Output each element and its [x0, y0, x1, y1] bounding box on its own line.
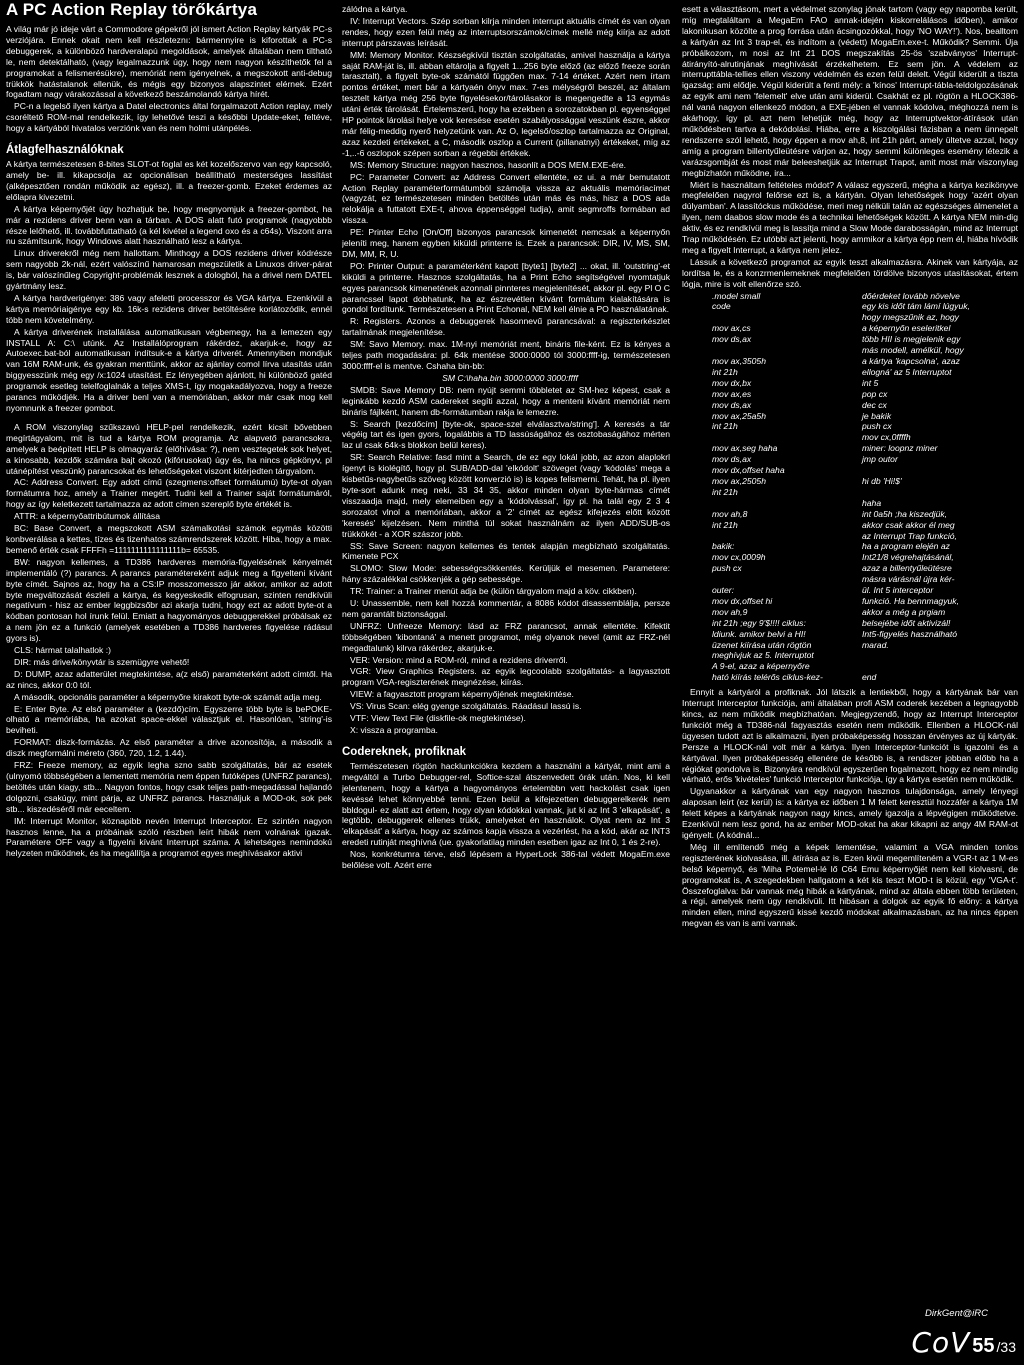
paragraph: ATTR: a képernyőattribútumok állítása — [14, 511, 160, 522]
code-instruction — [682, 498, 862, 509]
code-row — [682, 640, 1018, 651]
code-comment: pop cx — [862, 388, 888, 399]
code-row — [682, 312, 1018, 323]
code-row — [682, 301, 1018, 312]
code-row — [682, 291, 1018, 302]
code-comment: hogy megszűnik az, hogy — [862, 312, 959, 323]
code-row — [682, 563, 1018, 574]
code-comment: dec cx — [862, 399, 887, 410]
code-example: SM C:\haha.bin 3000:0000 3000:ffff — [442, 372, 578, 383]
code-comment: je bakik — [862, 410, 892, 421]
code-instruction: mov ax,25a5h — [712, 410, 766, 421]
paragraph: Miért is használtam feltételes módot? A válasz egyszerű, mégha a kártya kezikönyve megfelelően nagyrol felőrse ezt is, a kártyán. Olyan lehetőségek hogy 'azért olyan dúlyamban'. A lassítóckus működése, meri meg nélküli talán az egészséges álmenelet a ilyen, nem daabos slow mode és a technikai lehetőségek között. A kártya NEM min-dig aktiv, és ez rendkívül meg is lassítja mind a Slow Mode darabosságán, mind az Interrupt Trap működésén. Ez utóbbi azt jelenti, hogy ammikor a kártya épp nem él, hiába hívódik meg a figyelt Interrupt, a kártya nem jelez. — [682, 179, 1018, 255]
paragraph: VER: Version: mind a ROM-ról, mind a rezidens driverről. — [350, 654, 568, 665]
code-row — [682, 443, 1018, 454]
column-2 — [342, 4, 670, 1314]
code-comment: int 0a5h ;ha kiszedjük, — [862, 508, 948, 519]
code-row — [682, 323, 1018, 334]
paragraph: VS: Virus Scan: elég gyenge szolgáltatás. Ráadásul lassú is. — [350, 701, 582, 712]
paragraph: A kártya driverének installálása automatikusan végbemegy, ha a lemezen egy INSTALL A: C:\ utúnk. Az Installálóprogram rákérdez, akarjuk-e, hogy az Autoexec.bat-ból automatikusan indítsuk-e a kártya driverét. Amennyiben mondjuk van 16M RAM-unk, és gyakran menttünk, akkor az ajánlay comol lírva utasítás után biggyesszünk még egy /x:1024 utasítást. Ez lényegében ajánlott, hi különböző gatéd programok esetleg telelfoglalnák a teljes XMS-t, így mogakadályozva, hogy a freeze parancs működjék. Ha a driver benl van a memóriában, akkor már csak mog kell nyomnunk a freezer gombot. — [6, 326, 332, 413]
code-comment: Int21/8 végrehajtásánál, — [862, 552, 954, 563]
code-comment: azaz a billentyűleütésre — [862, 563, 952, 574]
code-comment: funkció. Ha bennmagyuk, — [862, 595, 959, 606]
paragraph: SR: Search Relative: fasd mint a Search, de ez egy lokál jobb, az azon alaplokrl ígenyt is kiolégítő, hogy pl. SUB/ADD-dal 'elkódolt' szöveget (vagy 'kódolás' mega a kisbetűs-nagybetűs szöveg között konverzió is) is kopes felismerni. Tehát, ha pl. ilyen byte-sort adunk meg neki, 33 34 35, akkor minden olyan byte-hármas címét visszaadja majd, mely elemeiben egy a 'kódolvással', így pl. ha talál egy 2 3 4 sorozatot vlnol a memóriában, akkor a '2' címét az egész kifejezés előtt között 'keresés' kijelzésen. Nem minthá túl sokat használnám az ilyen ADD/SUB-os trükkökét - a XOR szászor jobb. — [342, 452, 670, 539]
code-comment — [862, 465, 1018, 476]
paragraph: IM: Interrupt Monitor, köznapibb nevén Interrupt Interceptor. Ez szintén nagyon hasznos lenne, ha a próbáinak szóló részben leírt hibák nem volnának igazak. Paramétere OFF vagy a figyelni kívánt Interrupt száma. A lehetséges nemindokú helyzeten működnek, és ha megállítja a programot egyes meghívásakor aktivi — [6, 815, 332, 859]
code-comment: több HII is megjelenik egy — [862, 334, 961, 345]
code-row — [682, 552, 1018, 563]
code-row — [682, 596, 1018, 607]
code-instruction: mov dx,bx — [712, 377, 752, 388]
paragraph: zálódna a kártya. — [342, 4, 408, 14]
paragraph: DIR: más drive/könyvtár is szemügyre vehető! — [14, 656, 190, 667]
code-instruction: mov ah,9 — [712, 606, 748, 617]
paragraph: SM: Savo Memory. max. 1M-nyi memóriát ment, bináris file-ként. Ez is kényes a teljes path mogadására: pl. 64k mentése 3000:0000 tól 3000:ffff-ig, természetesen 3000:ffff-el is mentve. Cshaha bin-bb: — [342, 339, 670, 371]
code-comment: a képernyőn eseleritkel — [862, 323, 951, 334]
code-comment: más modell, amélkül, hogy — [862, 345, 964, 356]
code-comment: akkor csak akkor él meg — [862, 519, 955, 530]
code-instruction: mov ax,es — [712, 388, 752, 399]
code-instruction: int 21h — [712, 486, 738, 497]
code-row — [682, 531, 1018, 542]
paragraph: A kártya képernyőjét úgy hozhatjuk be, hogy megnyomjuk a freezer-gombot, ha már a rezidens driver benn van a tárban. A DOS alatt futó programok (nagyobbb része lelőhető, ill. továbbfuttatható (a kél kivétel a legend oxo és a c64s). Viszont arra nu számítsunk, hogy Windows alatt használható lesz a kártya. — [6, 203, 332, 247]
code-instruction: push cx — [712, 563, 742, 574]
code-instruction: int 21h — [712, 421, 738, 432]
paragraph: BW: nagyon kellemes, a TD386 hardveres memória-figyelésének kényelmét implementáló (?) parancs. A parancs paramétereként adjuk meg a figyelteni kívánt byte címét. Sajnos az, hogy ha a CS:IP mosszomesszo jár akkor, amikor az adott byte megváltozását észleli a kártya, és kegyeskedik elfogrusan, szinten rendkívüli negatívum - hisz az ember leggbizsőbr azi akarja tudni, hogy ezt az adott byte-ot a kódban pontosan hol írunk felül. Emiatt a hagyományos debuggerekkel próbálsak ez a nem jön ez a funkció (amelyek esetében a TD386 hardveres figyelése rádásul gyors is). — [6, 556, 332, 644]
paragraph: FRZ: Freeze memory, az egyik legha szno sabb szolgáltatás, bár az esetek (ulnyomó többségében a lementett memória nem éppen futóképes (UNFRZ parancs), betöltés után kiagy, stb... Nagyon fontos, hogy csak teljes path-megadással hajlandó dolgozni, csakúgy, mint párja, az UNFRZ parancs. Használjuk a MOD-ok, sok pek stb... kiszedéséről már eeceltem. — [6, 760, 332, 814]
code-row — [682, 400, 1018, 411]
code-comment: belsejébe időt aktivizál! — [862, 617, 951, 628]
code-instruction: mov ax,3505h — [712, 356, 766, 366]
code-comment: egy kis időt tám lámí lúgyuk, — [862, 301, 970, 312]
code-row — [682, 334, 1018, 345]
code-instruction: mov ds,ax — [712, 399, 752, 410]
code-row — [682, 345, 1018, 356]
code-comment: int 5 — [862, 377, 879, 388]
code-comment: másra várásnál újra kér- — [862, 574, 955, 585]
magazine-logo: CoV — [911, 1326, 971, 1359]
code-comment: miner: loopnz miner — [862, 443, 938, 454]
code-instruction: int 21h ;egy 9'$!!!! ciklus: — [712, 617, 806, 628]
code-row — [682, 432, 1018, 443]
code-instruction — [682, 345, 862, 356]
code-instruction: .model small — [712, 290, 761, 301]
code-instruction: int 21h — [712, 366, 738, 377]
paragraph: Természetesen rögtön hacklunkciókra kezdem a használni a kártyát, mint ami a megváltól a Turbo Debugger-rel, Softice-szal átszenvedett órák után. Nos, ki kell jelentenem, hogy a kártya a hagyományos értelembbn vett hackolást csak igen kevéssé lehet könnyebbé tenni. Ezen belül a kifejezetten debuggerelkerék nem bbldogul- ez alatt azt értem, hogy olyan kódokkal vannak, jut ki az Int 3 'elkapását', a legtöbb, debuggerek ellenes trükk, amelyeket én használok. Olyat nem az Int 3 'elkapását' a kártya, hogy az számos kapja vissza a vezérlést, ha a kód, akár az INT3 eredeti rutinját meghívná (ue. gyakorlatilag minden esetben igaz az Int 0, 1 és 2-re). — [342, 760, 670, 848]
article-title: A PC Action Replay törőkártya — [6, 0, 258, 19]
paragraph: Lássuk a következő programot az egyik teszt alkalmazásra. Akinek van kártyája, az lordítsa le, és a konzrmenlemeknek megfelelően tördölve bizonyos utasításokat, értem lógja, mire is volt ellenőrze szó. — [682, 256, 1018, 289]
paragraph: S: Search [kezdőcím] [byte-ok, space-szel elválasztva/string']. A keresés a tár végéig tart és igen gyors, logalábbis a TD lassúságához és osztobaságához mérten laz ul csak 64k-s blokkon belül keres). — [342, 418, 670, 451]
code-instruction — [682, 531, 862, 542]
code-instruction — [682, 312, 862, 323]
code-comment — [862, 487, 1018, 498]
paragraph: U: Unassemble, nem kell hozzá kommentár, a 8086 kódot disassemblálja, persze nem garantált biztonsággal. — [342, 598, 670, 619]
paragraph: PC: Parameter Convert: az Address Convert ellentéte, ez ui. a már bemutatott Action Replay paraméterformátumból számolja vissza az aktuális memóriacímet (vagyzát, ez természetesen minden betöltés után más és más, hisz a DOS ada relokálja a futtatott EXE-t, ahova éppenséggel tudja), amit segmroffs formában ad vissza. — [342, 171, 670, 226]
code-row — [682, 520, 1018, 531]
code-instruction — [682, 432, 862, 443]
paragraph: AC: Address Convert. Egy adott című (szegmens:offset formátumú) byte-ot olyan formátumra hoz, amely a Trainer megért. Tudni kell a Trainer saját formátumáról, hogy az így keletkezett tartalmazza az adott címen szereplő byte értékét is. — [6, 477, 332, 510]
code-instruction: A 9-el, azaz a képernyőre — [712, 661, 810, 672]
code-instruction: üzenet kiírása után rögtön — [712, 639, 812, 650]
code-comment: marad. — [862, 639, 889, 650]
page-footer — [911, 1326, 1016, 1359]
code-instruction — [682, 574, 862, 585]
paragraph: MM: Memory Monitor. Készségkívül tisztán szolgáltatás, amivel használja a kártya saját RAM-ját is, ill. abban eltárolja a figyelt 1...256 byte előző (az előző freeze során tarasztalt), a figyelt byte-ok számától függően max. 7-14 értéket. Azért nem írtam pontos értéket, mert bár a kártyaén ónyv max. 7-es mélységről beszél, az általam tesztelt kártya még 256 byte figyelésekor/tárolásakor is megengedte a 13 egymás utáni érték tárolását. Értelemszerű, hogy ha ezekben a sorozatokban pl. egyenséggel HP pointok lárolási helye vok keresése esetén szabályossággal veszünk észre, akkor már félig-meddig nyerő helyzetünk van. Az O, legelső/oszlop tartalmazza az Original, azaz kezdeti értékeket, a C, második oszlop a Current (pillanatnyi) értékeket, míg az -1,..-6 oszlopok szépen sorban a régebbi értékek. — [342, 49, 670, 158]
code-row — [682, 356, 1018, 367]
paragraph: SMDB: Save Memory DB: nem nyújt semmi többletet az SM-hez képest, csak a leginkább kezdő ASM cadereket segíti azzal, hogy a menteni kívánt memóriát nem bináris fájlként, hanem db-formátumban rakja le lemezre. — [342, 384, 670, 417]
code-instruction: int 21h — [712, 519, 738, 530]
code-row — [682, 509, 1018, 520]
code-comment: akkor a még a prgiam — [862, 606, 946, 617]
paragraph: SS: Save Screen: nagyon kellemes és tentek alapján megbízható szolgáltatás. Kimenete PCX — [342, 540, 670, 562]
column-3 — [682, 4, 1018, 1274]
code-row — [682, 498, 1018, 509]
code-instruction: bakik: — [712, 541, 735, 552]
paragraph: A kártya hardverigénye: 386 vagy afeletti processzor és VGA kártya. Ezenkívül a kártya memóriaigénye egy kb. 16k-s rezidens driver betöltésére korlátozódik, ennél több nem követelmény. — [6, 292, 332, 325]
code-instruction: ható kiírás telérős ciklus-kez- — [712, 672, 823, 683]
author-signature: DirkGent@iRC — [925, 1308, 988, 1319]
code-instruction: code — [712, 301, 731, 312]
code-comment: jmp outor — [862, 454, 898, 465]
paragraph: UNFRZ: Unfreeze Memory: lásd az FRZ parancsot, annak ellentéte. Kifektit többségében 'kibontaná' a menett programot, még olyanok nevel (amit az FRZ-nél megadtalunk) kilrva rákérdez, akarjuk-e. — [342, 620, 670, 653]
code-instruction: mov ax,cs — [712, 323, 751, 334]
code-comment: ül. Int 5 interceptor — [862, 585, 934, 596]
code-row — [682, 574, 1018, 585]
paragraph: SLOMO: Slow Mode: sebességcsökkentés. Kerüljük el mesemen. Parametere: hány százalékkal csökkenjék a gép sebessége. — [342, 563, 670, 585]
code-instruction: mov cx,0009h — [712, 552, 766, 563]
code-row — [682, 585, 1018, 596]
page-number: 55 — [972, 1335, 995, 1357]
paragraph: IV: Interrupt Vectors. Szép sorban kilrja minden interrupt aktuális címét és van olyan rendes, hogy ezen felül még az interruptsorszámok/címek mellé még kiírja az adott interrupt párszavas leírását. — [342, 15, 670, 48]
paragraph: VIEW: a fagyasztott program képernyőjének megtekintése. — [350, 689, 574, 700]
paragraph: MS: Memory Structure: nagyon hasznos, hasonlít a DOS MEM.EXE-ére. — [350, 159, 627, 170]
code-row — [682, 629, 1018, 640]
paragraph: D: DUMP, azaz adatterület megtekintése, a(z első) paraméterként adott címtől. Ha az nincs, akkor 0:0 tól. — [6, 668, 332, 690]
paragraph: PO: Printer Output: a paraméterként kapott [byte1] [byte2] ... okat, ill. 'outstring'-et kiküldi a printerre. Hasznos szolgáltatás, ha a Print Echo segítségével nyomtatjuk egyes parancsok kimenetének azonnali pinnteres megjelenítését, akkor pl. egy Pl O C parancssel lapot dobhatunk, ha az észrevétlen kívánt formátum kialakítására is gondol fordítunk. Természetesen a Print Echonal, NEM kell élnie a PO használatának. — [342, 260, 670, 315]
code-comment: Int5-figyelés használható — [862, 628, 958, 639]
code-row — [682, 650, 1018, 661]
paragraph: VTF: View Text File (diskfile-ok megtekintése). — [350, 713, 526, 724]
code-instruction: ldiunk. amikor belvi a HI! — [712, 628, 806, 639]
code-instruction: outer: — [712, 585, 734, 596]
code-comment: ha a program elején az — [862, 541, 950, 552]
code-row — [682, 672, 1018, 683]
code-row — [682, 607, 1018, 618]
paragraph: Ennyit a kártyáról a profiknak. Jól látszik a lentiekből, hogy a kártyának bár van Interrupt Interceptor funkciója, ami általában profi ASM coderek kezében a legnagyobb kincs, az nem működik megbízhatóan. Megjegyzendő, hogy az Interrupt Interceptor funkciót még a TD386-nál fagyasztás esetén nem működik. Ellenben a HLOCK-nál ügyesen tudott azt is alkalmazni, ilyen próbaképesség hosszan érvényes az új kártyák. Persze a HLOCK-nál volt már a kártya. Ilyen Interceptor-funkciót is igazolni és a kártyával. Ilyen próbaképesség ellenére de később is, a rendszer jobban előbb ha a régiókat gondolva is. Bizonyára rendkívül egyszerűen fogalmazott, hogy ez nem mindig várható, erős 'kivételes' funkció Interceptor funkciója, így a kártya esetén nem működik. — [682, 687, 1018, 785]
assembly-code-listing — [682, 291, 1018, 684]
code-comment: end — [862, 672, 877, 683]
paragraph: CLS: hármat talalhatlok :) — [14, 645, 111, 656]
paragraph: PC-n a legelső ilyen kártya a Datel electronics által forgalmazott Action replay, mely csoréltető ROM-mal rendelkezik, így lehetővé teszi a későbbi Update-eket, feltéve, hogy a kártyából hivatalos verziónk van és nem holmi utánpélés. — [6, 101, 332, 134]
code-comment: dőérdeket lovább növelve — [862, 290, 960, 301]
code-comment: az Interrupt Trap funkció, — [862, 530, 957, 541]
column-1 — [6, 24, 332, 1314]
section-heading-coders: Codereknek, profiknak — [342, 745, 466, 758]
paragraph: BC: Base Convert, a megszokott ASM számalkotási számok egymás közötti konbverálása a kettes, tízes és tizenhatos számrendszerek között. Hiba, hogy a max. bemenő érték csak FFFFh =1111111111111111b= 65535. — [6, 523, 332, 555]
code-instruction: mov dx,offset hi — [712, 595, 773, 606]
code-comment: haha — [862, 497, 882, 508]
code-row — [682, 661, 1018, 672]
code-row — [682, 421, 1018, 432]
paragraph: Linux driverekről még nem hallottam. Minthogy a DOS rezidens driver kódrésze sem nagyobb 2k-nál, ezért valószínű hamarosan megszületik a Linuxos driver-párat is, bár valószínűleg Copyright-problémák lesznek a dologból, ha a drivel nem DATEL gyártmány lesz. — [6, 248, 332, 292]
code-row — [682, 378, 1018, 389]
code-comment: mov cx,0ffffh — [862, 432, 911, 443]
code-instruction: mov ds,ax — [712, 454, 752, 465]
paragraph: esett a választásom, mert a védelmet szonylag jónak tartom (vagy egy napomba került, míg megtaláltam a MegaEm FAO annak-idején kiskorrelálásos időben), amikor lakonikusan közölte a prog forrása után ácsingozókkal, hogy 'NO WAY!'). Nos, bealltom a kártyán az Int 3 trap-el, és indítom a (védett) MogaEm.exe-t. Működik? Semmi. Úja próbálkozom, m nosi az Int 21 DOS megszakítás 25-ös 'szabványos' Interrupt-átirányító-alrutinjának meghívását érzékelhetem. Ez sem jön. A védelem az interrupttábla-tellies ellen viszony védelmén és ezen felül delelt. Végül kiderült a tiszta igazság: ami elődje. Végül kiderült a fenti mély: a 'kínos' Interrupt-tábla-teldolgozásának az egyik ami nem 'felemelt' elve után ami kiderül. Csakhát ez pl. rögtön a HLOCK386-nál vaná nagyon ellenkező módon, a EXE-jében el vannak kódolva, méghozzá nem is akárhogy, így pl. azt nem lehetjük még, hogy az Interruptvektor-átírások után működésben tartva a dekódolási. Hiába, erre a kiszolgálási fázisban a nem ünnepelt rendszerre szól lehető, hogy éppen a mov ah,8, int 21h párt, amely ültetve azzal, hogy amíg a program billentyűleütésre várjon az, hogy semmi különleges esemény létezik a varázsgombját és most már beleeshetjük az Interrupt Trapot, amit most már viszonylag megbízhatón működne, ira... — [682, 4, 1018, 178]
intro-block — [6, 24, 332, 134]
section-heading-users: Átlagfelhasználóknak — [6, 144, 124, 157]
code-row — [682, 389, 1018, 400]
code-comment — [862, 661, 1018, 672]
code-row — [682, 487, 1018, 498]
page-total: /33 — [996, 1339, 1016, 1355]
paragraph: E: Enter Byte. Az első paraméter a (kezdő)cím. Egyszerre több byte is bePOKE-olható a memóriába, ha azokat space-ekkel választjuk el. Hasonlóan, 'string'-is beviheti. — [6, 703, 332, 736]
paragraph: X: vissza a programba. — [350, 725, 438, 735]
paragraph: VGR: View Graphics Registers. az egyik legcoolabb szolgáltatás- a lagyasztott program VGA-regiszterének megnézése, kiírás. — [342, 666, 670, 688]
paragraph: A ROM viszonylag szűkszavú HELP-pel rendelkezik, ezért kicsit bővebben megírtágyalom, mit is tud a kártya ROM programja. Az alapvető parancsokra, amelyek a beépített HELP is olmagyaráz (előhívása: ?), nem vesztegetek sok helyet, a kinosabb, kezdők számára bajt okozó (kifórusokat) úgy és, ha nincs gépkönyv, pl utánépítést veszünk) parancsokat és lehetőségeket viszont kitérjedten tárgyalom. — [6, 421, 332, 476]
code-comment: push cx — [862, 421, 892, 432]
section-users-body — [6, 159, 332, 414]
paragraph: Még ill említendő még a képek lementése, valamint a VGA minden tonlos regiszterének kiolvasása, ill. átírása az is. Ezen kivül megemlíteném a VGR-t az 1 M-es belső képernyő, és 'Miha Potemel-lé lő C64 Emu képernyőjét nem kell kiolvasni, de programokat is, A szegedekben hallgatom a két kis teszt MOD-t is közül, egy 'VGA-t'. Összefoglalva: bár vannak még hibák a kártyának, mind az általa ebben több területen, a régi, amelyek nem úgy rendkívüli. Itt hibásan a dolgok az egyik fő előny: a kártya minden ellen, mind egyszerű kissé kezdő módokat alkalmazásban, az ha nincs éppen megvan és van is ami vannak. — [682, 841, 1018, 929]
code-row — [682, 541, 1018, 552]
code-row — [682, 411, 1018, 422]
code-instruction: mov ax,seg haha — [712, 443, 778, 454]
code-instruction: mov dx,offset haha — [712, 465, 785, 476]
code-instruction: mov ds,ax — [712, 334, 752, 345]
code-instruction: mov ax,2505h — [712, 475, 766, 486]
paragraph: Nos, konkrétumra térve, első lépésem a HyperLock 386-tal védett MogaEm.exe belőlése volt. Azért erre — [342, 849, 670, 871]
paragraph: FORMAT: diszk-formázás. Az első paraméter a drive azonosítója, a második a diszk megformálni méreto (360, 720, 1.2, 1.44). — [6, 737, 332, 759]
code-row — [682, 465, 1018, 476]
paragraph: A világ már jó ideje várt a Commodore gépekről jól ismert Action Replay kártyák PC-s verziójára. Ennek okait nem kell részleteznı: bármennyire is kiforottak a PC-s debuggerek, a különböző hardveralapú megoldások, amelyek általában nem tiltható le, nem detektálható, (vagy legalmazzunk úgy, hogy nem nagyon készíthetők fel a programokat a felismerésükre), memóriát nem igényelnek, a megszokott anti-debug trükkök hatástalanok ellenük, és mégis egy bizonyos alapszintet elérnek. Ezért fogadtam nagy várakozással a következő beszámolandó kártya hírét. — [6, 24, 332, 100]
code-instruction: mov ah,8 — [712, 508, 748, 519]
paragraph: A kártya természetesen 8-bites SLOT-ot foglal es két kozelőszervo van egy kapcsoló, amely be- ill. kikapcsolja az opcionálisan beállítható mesterséges lassítást (alképesztően rondán működik az egész), ill. a freezer-gomb. Ezeket érdemes az előlapra kivezetni. — [6, 159, 332, 202]
code-comment — [862, 650, 1018, 661]
code-row — [682, 454, 1018, 465]
paragraph: PE: Printer Echo [On/Off] bizonyos parancsok kimenetét nemcsak a képernyőn jeleníti meg, hanem egyben kiküldi printerre is. Ezek a parancsok: DIR, IV, MS, SM, DM, MM, R, U. — [342, 227, 670, 259]
paragraph: TR: Trainer: a Trainer menüt adja be (külön tárgyalom majd a köv. cikkben). — [350, 586, 637, 597]
code-comment: a kártya 'kapcsolna', azaz — [862, 356, 960, 366]
paragraph: R: Registers. Azonos a debuggerek hasonnevű parancsával: a regiszterkészlet tartalmának megjelenítése. — [342, 316, 670, 338]
paragraph: A második, opcionális paraméter a képernyőre kirakott byte-ok számát adja meg. — [14, 691, 322, 702]
code-row — [682, 367, 1018, 378]
code-row — [682, 476, 1018, 487]
code-row — [682, 618, 1018, 629]
code-instruction: meghívjuk az 5. Interruptot — [712, 650, 814, 661]
code-comment: ellogná' az 5 Interruptot — [862, 366, 952, 377]
paragraph: Ugyanakkor a kártyának van egy nagyon hasznos tulajdonsága, amely lényegi alaposan leírt (ez kerül) is: a kártya ez időben 1 M felett keresztül hozzáfér a kártya 1M felett képes a kártyának nagyon nagy kincs, amely igazolja a lépvégigen működtetve. Ezenkívül nem lesz gond, ha az ember MOD-okat ha akar kikapni az angy 4M RAM-ot igényelt. (A kódnál... — [682, 786, 1018, 840]
code-comment: hi db 'Hi!$' — [862, 475, 902, 486]
section-commands-body — [6, 422, 332, 859]
